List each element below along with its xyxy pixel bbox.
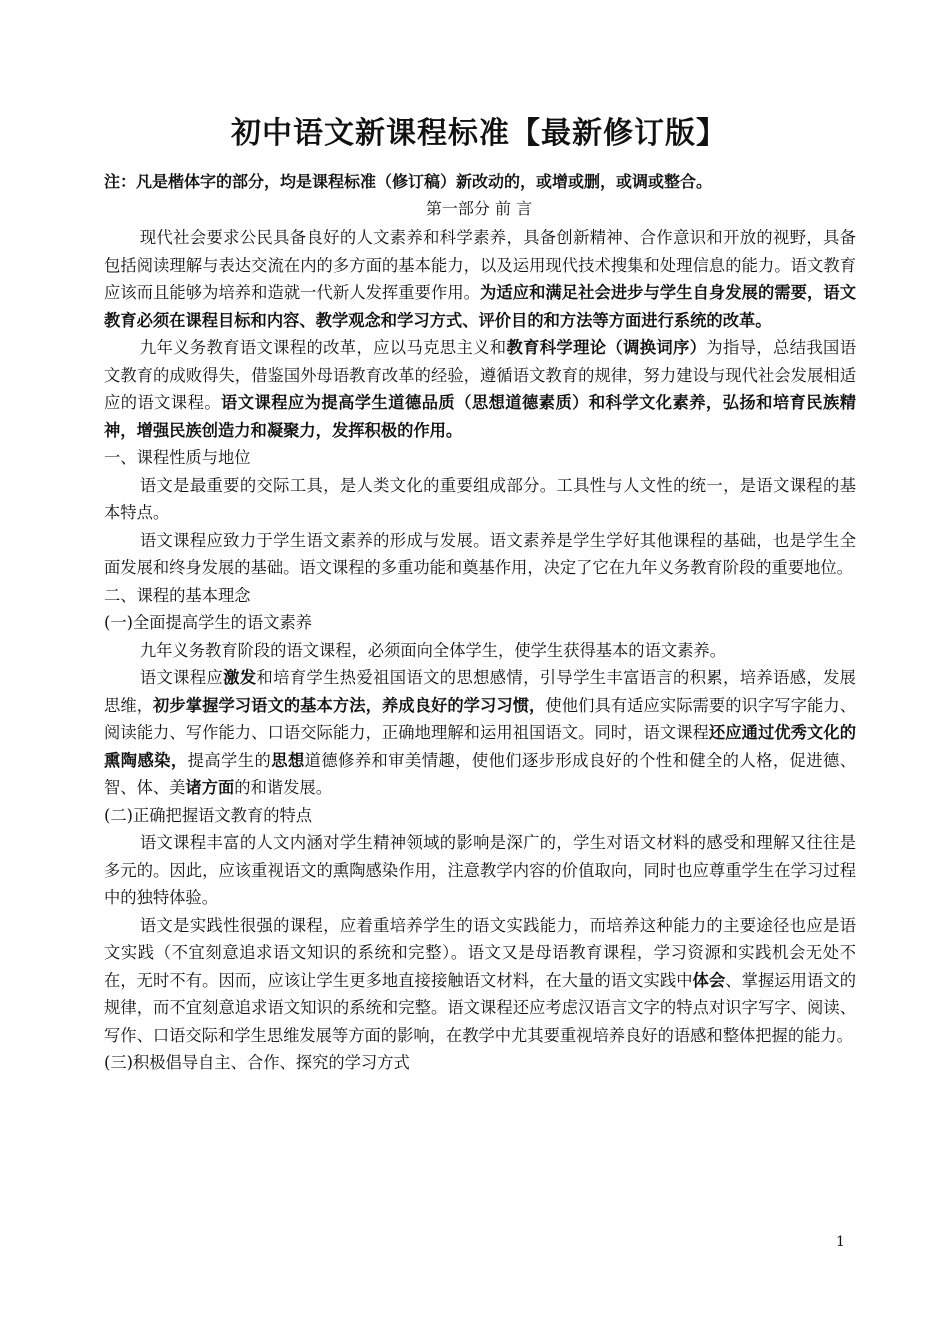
subheading-concept-1: (一)全面提高学生的语文素养: [104, 613, 313, 632]
bold-text-run: 诸方面: [185, 778, 235, 797]
text-run: 为指导，总结我国语文教育的成败得失，借鉴国外母语教育改革的经验，遵循语文教育的规律，努力建设与现代社会发展相适应的语文课程。: [104, 338, 856, 412]
text-run: 使他们具有适应实际需要的识字写字能力、阅读能力、写作能力、口语交际能力，正确地理解和运用祖国语文。同时，语文课程: [104, 695, 856, 742]
paragraph-nature-2: 语文课程应致力于学生语文素养的形成与发展。语文素养是学生学好其他课程的基础，也是学生全面发展和终身发展的基础。语文课程的多重功能和奠基作用，决定了它在九年义务教育阶段的重要地位。: [104, 530, 856, 577]
text-run: 语文课程应: [139, 668, 224, 687]
paragraph-concept-2a: 语文课程丰富的人文内涵对学生精神领域的影响是深广的，学生对语文材料的感受和理解又往往是多元的。因此，应该重视语文的熏陶感染作用，注意教学内容的价值取向，同时也应尊重学生在学习过程中的独特体验。: [104, 833, 856, 907]
bold-text-run: 还应通过优秀文化的熏陶感染，: [104, 723, 856, 770]
body-text: [104, 224, 856, 1077]
bold-text-run: 教育科学理论（调换词序）: [506, 338, 707, 357]
subheading-concept-2: (二)正确把握语文教育的特点: [104, 805, 313, 825]
text-run: 、掌握运用语文的规律，而不宜刻意追求语文知识的系统和完整。语文课程还应考虑汉语言文字的特点对识字写字、阅读、写作、口语交际和学生思维发展等方面的影响，在教学中尤其要重视培养良好的语感和整体把握的能力。: [104, 970, 856, 1045]
text-run: 现代社会要求公民具备良好的人文素养和科学素养，具备创新精神、合作意识和开放的视野，具备包括阅读理解与表达交流在内的多方面的基本能力，以及运用现代技术搜集和处理信息的能力。语文教育应该而且能够为培养和造就一代新人发挥重要作用。: [104, 228, 856, 302]
bold-text-run: 体会: [692, 970, 726, 990]
document-title: 初中语文新课程标准【最新修订版】: [231, 116, 727, 151]
part-heading: 第一部分 前 言: [425, 199, 533, 218]
paragraph-preface-2: [104, 334, 856, 444]
bold-text-run: 激发: [223, 668, 257, 687]
revision-note: 注：凡是楷体字的部分，均是课程标准（修订稿）新改动的，或增或删，或调或整合。: [104, 172, 713, 191]
text-run: 语文是实践性很强的课程，应着重培养学生的语文实践能力，而培养这种能力的主要途径也应是语文实践（不宜刻意追求语文知识的系统和完整）。语文又是母语教育课程，学习资源和实践机会无处不在，无时不有。因而，应该让学生更多地直接接触语文材料，在大量的语文实践中: [104, 915, 856, 990]
paragraph-preface-1: [104, 224, 856, 334]
heading-basic-concepts: 二、课程的基本理念: [104, 585, 251, 605]
text-run: 九年义务教育语文课程的改革，应以马克思主义和: [139, 338, 507, 357]
heading-course-nature: 一、课程性质与地位: [104, 448, 251, 467]
text-run: 道德修养和审美情趣，使他们逐步形成良好的个性和健全的人格，促进德、智、体、美: [104, 750, 856, 797]
text-run: 的和谐发展。: [234, 778, 332, 797]
subheading-concept-3: (三)积极倡导自主、合作、探究的学习方式: [104, 1053, 410, 1072]
paragraph-nature-1: 语文是最重要的交际工具，是人类文化的重要组成部分。工具性与人文性的统一，是语文课程的基本特点。: [104, 475, 856, 522]
text-run: 提高学生的: [187, 750, 272, 770]
paragraph-concept-1a: 九年义务教育阶段的语文课程，必须面向全体学生，使学生获得基本的语文素养。: [139, 640, 726, 660]
paragraph-concept-2b: [104, 912, 856, 1050]
bold-text-run: 语文课程应为提高学生道德品质（思想道德素质）和科学文化素养，弘扬和培育民族精神，增强民族创造力和凝聚力，发挥积极的作用。: [104, 393, 856, 440]
page-number: 1: [836, 1234, 845, 1250]
text-run: 和培育学生热爱祖国语文的思想感情，引导学生丰富语言的积累，培养语感，发展思维，: [104, 668, 856, 715]
bold-text-run: 为适应和满足社会进步与学生自身发展的需要，语文教育必须在课程目标和内容、教学观念和学习方式、评价目的和方法等方面进行系统的改革。: [104, 283, 856, 330]
bold-text-run: 思想: [271, 750, 305, 770]
bold-text-run: 初步掌握学习语文的基本方法，养成良好的学习习惯，: [153, 695, 546, 715]
paragraph-concept-1b: [104, 664, 856, 802]
